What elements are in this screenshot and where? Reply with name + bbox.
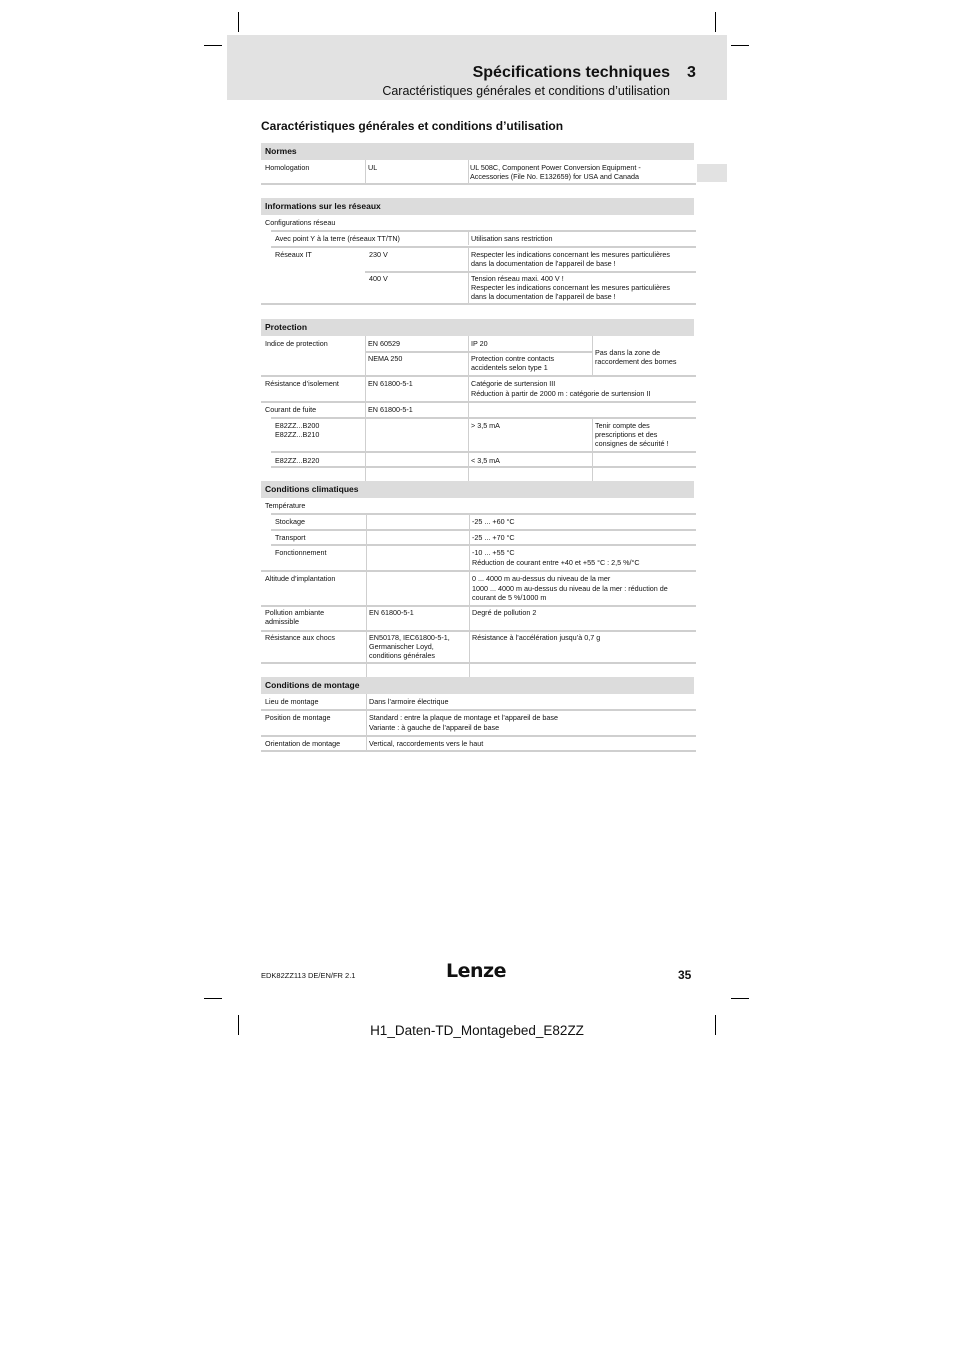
page-number: 35 xyxy=(678,968,692,982)
cell-note: Tenir compte des xyxy=(595,421,650,430)
divider xyxy=(468,247,469,304)
cell-value: Variante : à gauche de l’appareil de base xyxy=(369,723,500,732)
cell-standard: Germanischer Loyd, xyxy=(369,642,434,651)
table-header: Conditions climatiques xyxy=(261,481,694,498)
divider xyxy=(261,709,696,711)
table-normes xyxy=(261,143,696,184)
cell-value: 0 ... 4000 m au-dessus du niveau de la mer xyxy=(472,574,611,583)
cell-value: accidentels selon type 1 xyxy=(471,363,548,372)
row-label: Transport xyxy=(275,533,306,542)
row-label: E82ZZ...B220 xyxy=(275,456,320,465)
row-label: Stockage xyxy=(275,517,305,526)
section-title: Caractéristiques générales et conditions d’utilisation xyxy=(261,119,564,133)
divider xyxy=(271,451,696,453)
cell-value: Respecter les indications concernant les mesures particulières xyxy=(471,250,670,259)
cell-value: Dans l’armoire électrique xyxy=(369,697,449,706)
divider xyxy=(365,336,366,375)
row-label: Fonctionnement xyxy=(275,548,327,557)
cell-standard: NEMA 250 xyxy=(368,354,403,363)
crop-mark xyxy=(204,45,222,46)
cell-value: Catégorie de surtension III xyxy=(471,379,556,388)
divider xyxy=(592,418,593,484)
divider xyxy=(365,402,366,484)
crop-mark xyxy=(204,998,222,999)
divider xyxy=(365,351,592,353)
cell-value: Respecter les indications concernant les mesures particulières xyxy=(471,283,670,292)
table-montage xyxy=(261,677,696,770)
crop-mark xyxy=(715,12,716,32)
cell-value: Tension réseau maxi. 400 V ! xyxy=(471,274,564,283)
divider xyxy=(468,336,469,375)
row-label: Résistance aux chocs xyxy=(265,633,335,642)
divider xyxy=(271,230,696,232)
cell-value: Vertical, raccordements vers le haut xyxy=(369,739,484,748)
cell-note: Pas dans la zone de xyxy=(595,348,661,357)
divider xyxy=(261,570,696,572)
divider xyxy=(271,246,696,248)
row-label: E82ZZ...B200 xyxy=(275,421,320,430)
chapter-title: Spécifications techniques xyxy=(472,64,670,81)
cell-voltage: 230 V xyxy=(369,250,388,259)
divider xyxy=(592,336,593,375)
cell-value: Réduction à partir de 2000 m : catégorie de surtension II xyxy=(471,389,651,398)
crop-mark xyxy=(238,12,239,32)
row-label: E82ZZ...B210 xyxy=(275,430,320,439)
row-label: Position de montage xyxy=(265,713,331,722)
divider xyxy=(365,271,696,273)
table-climat xyxy=(261,481,696,664)
cell-value: Utilisation sans restriction xyxy=(471,234,553,243)
cell-value: < 3,5 mA xyxy=(471,456,500,465)
table-header: Conditions de montage xyxy=(261,677,694,694)
divider xyxy=(261,750,696,752)
row-label: Orientation de montage xyxy=(265,739,341,748)
cell-value: Accessories (File No. E132659) for USA and Canada xyxy=(470,172,639,181)
cell-note: raccordement des bornes xyxy=(595,357,677,366)
table-header: Normes xyxy=(261,143,694,160)
row-label: Réseaux IT xyxy=(275,250,312,259)
cell-value: Réduction de courant entre +40 et +55 °C : 2,5 %/°C xyxy=(472,558,640,567)
divider xyxy=(468,231,469,245)
divider xyxy=(468,160,469,184)
divider xyxy=(271,417,696,419)
divider xyxy=(261,605,696,607)
divider xyxy=(365,160,366,184)
divider xyxy=(261,375,696,377)
cell-standard: EN 60529 xyxy=(368,339,400,348)
lenze-logo: Lenze xyxy=(446,960,506,982)
cell-value: Standard : entre la plaque de montage et l’appareil de base xyxy=(369,713,559,722)
row-label: admissible xyxy=(265,617,299,626)
table-protection xyxy=(261,319,696,486)
divider xyxy=(271,513,696,515)
cell-voltage: 400 V xyxy=(369,274,388,283)
divider xyxy=(468,402,469,484)
divider xyxy=(469,514,470,680)
cell-value: Degré de pollution 2 xyxy=(472,608,537,617)
divider xyxy=(261,303,696,305)
cell-note: consignes de sécurité ! xyxy=(595,439,669,448)
cell-standard: UL xyxy=(368,163,378,172)
crop-mark xyxy=(731,998,749,999)
row-label: Indice de protection xyxy=(265,339,328,348)
divider xyxy=(365,376,366,401)
cell-standard: EN50178, IEC61800-5-1, xyxy=(369,633,450,642)
row-label: Courant de fuite xyxy=(265,405,317,414)
divider xyxy=(261,735,696,737)
footer-doc-code: EDK82ZZ113 DE/EN/FR 2.1 xyxy=(261,971,356,980)
row-label: Altitude d’implantation xyxy=(265,574,336,583)
cell-standard: EN 61800-5-1 xyxy=(369,608,414,617)
table-header: Informations sur les réseaux xyxy=(261,198,694,215)
cell-value: courant de 5 %/1000 m xyxy=(472,593,547,602)
row-label: Pollution ambiante xyxy=(265,608,325,617)
row-label: Résistance d’isolement xyxy=(265,379,339,388)
divider xyxy=(366,514,367,680)
document-name: H1_Daten-TD_Montagebed_E82ZZ xyxy=(370,1023,584,1038)
cell-value: IP 20 xyxy=(471,339,488,348)
divider xyxy=(468,376,469,401)
cell-standard: EN 61800-5-1 xyxy=(368,379,413,388)
cell-value: -25 ... +60 °C xyxy=(472,517,515,526)
cell-value: > 3,5 mA xyxy=(471,421,500,430)
divider xyxy=(261,183,696,185)
cell-value: dans la documentation de l’appareil de base ! xyxy=(471,292,616,301)
cell-standard: EN 61800-5-1 xyxy=(368,405,413,414)
divider xyxy=(271,466,696,468)
chapter-side-tab xyxy=(697,164,727,182)
cell-value: dans la documentation de l’appareil de base ! xyxy=(471,259,616,268)
cell-value: Résistance à l’accélération jusqu’à 0,7 g xyxy=(472,633,601,642)
divider xyxy=(261,630,696,632)
cell-value: -25 ... +70 °C xyxy=(472,533,515,542)
cell-value: -10 ... +55 °C xyxy=(472,548,515,557)
divider xyxy=(261,401,696,403)
row-label: Lieu de montage xyxy=(265,697,319,706)
cell-note: prescriptions et des xyxy=(595,430,658,439)
row-label: Avec point Y à la terre (réseaux TT/TN) xyxy=(275,234,400,243)
table-header: Protection xyxy=(261,319,694,336)
cell-standard: conditions générales xyxy=(369,651,435,660)
divider xyxy=(271,529,696,531)
divider xyxy=(366,694,367,751)
divider xyxy=(271,544,696,546)
chapter-number: 3 xyxy=(687,64,696,81)
chapter-subtitle: Caractéristiques générales et conditions d’utilisation xyxy=(382,84,670,98)
cell-value: UL 508C, Component Power Conversion Equipment - xyxy=(470,163,641,172)
divider xyxy=(261,662,696,664)
crop-mark xyxy=(731,45,749,46)
table-reseaux xyxy=(261,198,696,305)
cell-value: 1000 ... 4000 m au-dessus du niveau de la mer : réduction de xyxy=(472,584,668,593)
cell-value: Protection contre contacts xyxy=(471,354,555,363)
row-label: Température xyxy=(265,501,306,510)
row-label: Configurations réseau xyxy=(265,218,336,227)
row-label: Homologation xyxy=(265,163,310,172)
